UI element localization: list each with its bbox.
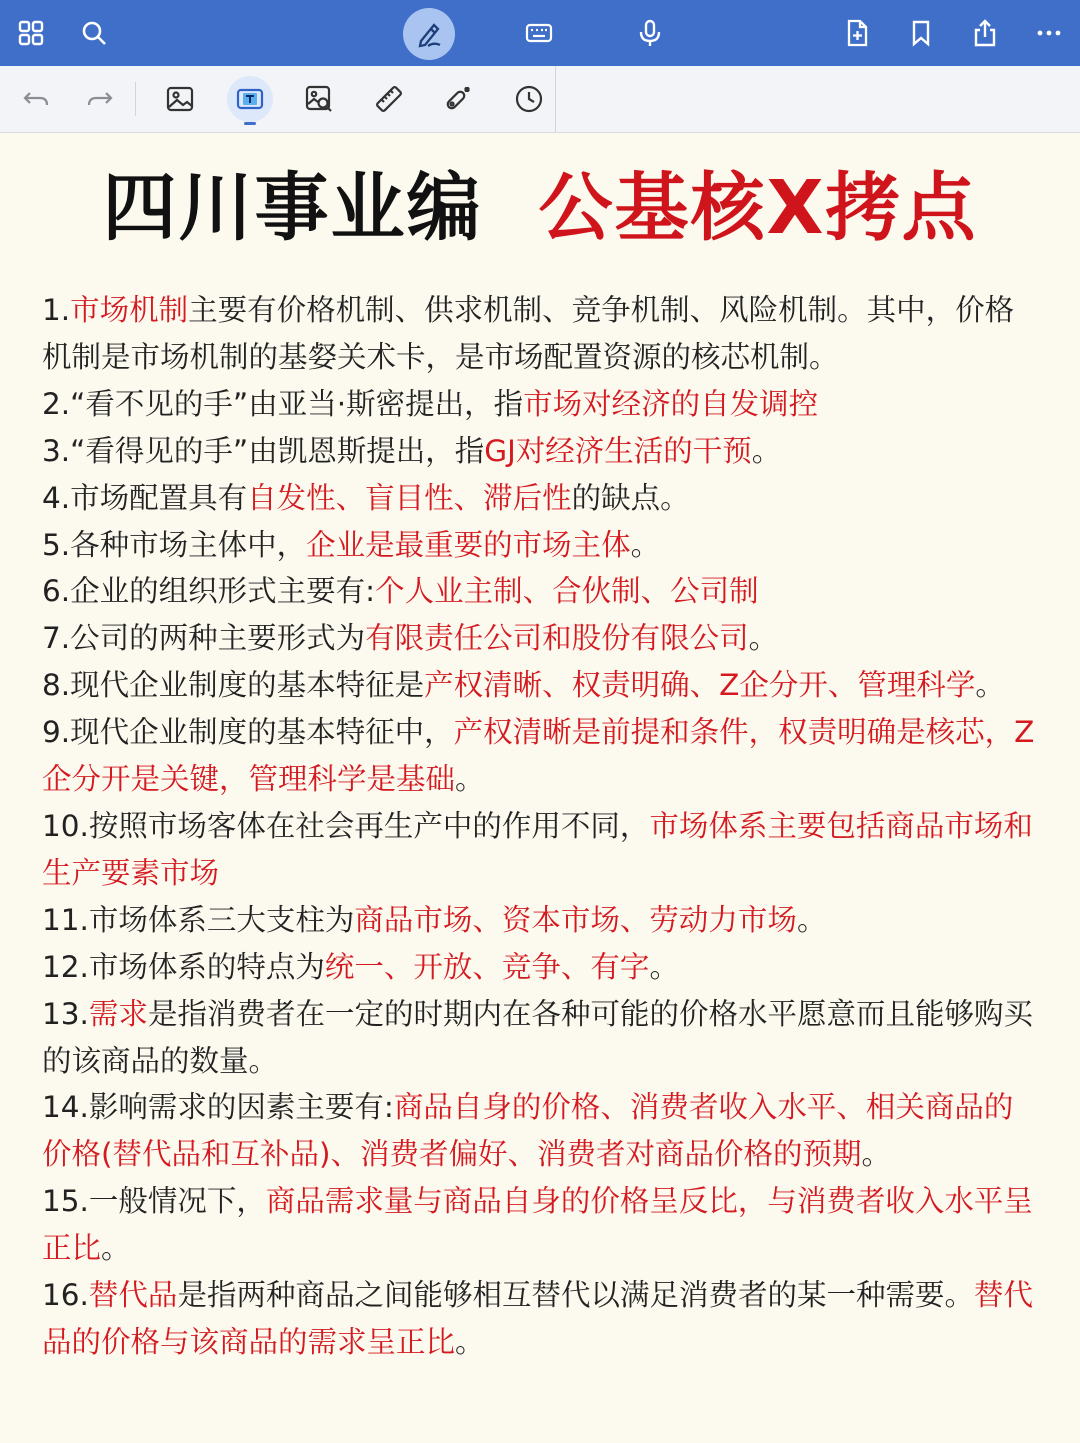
highlighted-text: 统一、开放、竞争、有字 — [324, 949, 650, 984]
highlighted-text: 替代品 — [88, 1278, 178, 1313]
image-search-icon[interactable] — [300, 80, 338, 118]
highlighted-text: 企业是最重要的市场主体 — [306, 527, 631, 562]
highlighted-text: 商品需求量与商品自身的价格呈反比，与消费者收入水平呈正比 — [42, 1184, 1033, 1266]
note-text: 。 — [455, 1324, 485, 1359]
note-item — [42, 615, 1042, 662]
note-text: 是指消费者在一定的时期内在各种可能的价格水平愿意而且能够购买的该商品的数量。 — [42, 996, 1033, 1078]
text-tool-icon[interactable] — [227, 76, 273, 122]
add-page-icon[interactable] — [837, 13, 877, 53]
highlighted-text: GJ对经济生活的干预 — [484, 433, 752, 468]
note-page[interactable] — [0, 133, 1080, 1443]
grid-icon[interactable] — [11, 13, 51, 53]
ruler-icon[interactable] — [370, 80, 408, 118]
note-text: 是指两种商品之间能够相互替代以满足消费者的某一种需要。 — [177, 1278, 974, 1313]
page-title — [0, 163, 1080, 253]
note-text: 15.一般情况下， — [42, 1184, 266, 1219]
note-text: 16. — [42, 1278, 89, 1313]
note-text: 9.现代企业制度的基本特征中， — [42, 715, 454, 750]
note-item — [42, 1084, 1042, 1178]
highlighted-text: 市场体系主要包括商品市场和生产要素市场 — [42, 808, 1033, 890]
highlighted-text: 个人业主制、合伙制、公司制 — [375, 574, 759, 609]
note-item — [42, 428, 1042, 475]
history-icon[interactable] — [510, 80, 548, 118]
bookmark-icon[interactable] — [901, 13, 941, 53]
title-black-part: 四川事业编 — [102, 165, 483, 251]
note-text: 的缺点。 — [571, 480, 690, 515]
note-item — [42, 803, 1042, 897]
top-app-bar — [0, 0, 1080, 66]
note-text: 。 — [748, 621, 779, 656]
tool-toolbar — [0, 66, 1080, 133]
note-text: 3.“看得见的手”由凯恩斯提出，指 — [42, 433, 485, 468]
laser-pointer-icon[interactable] — [440, 80, 478, 118]
note-text: 7.公司的两种主要形式为 — [42, 621, 366, 656]
highlighted-text: 商品市场、资本市场、劳动力市场 — [354, 902, 797, 937]
highlighted-text: 产权清晰、权责明确、Z企分开、管理科学 — [424, 668, 976, 703]
note-text: 。 — [630, 527, 661, 562]
highlighted-text: 需求 — [88, 996, 148, 1031]
note-text: 。 — [455, 762, 485, 797]
note-item — [42, 568, 1042, 615]
note-item — [42, 522, 1042, 569]
note-text: 。 — [101, 1231, 131, 1266]
highlighted-text: 有限责任公司和股份有限公司 — [365, 621, 749, 656]
undo-icon[interactable] — [17, 80, 55, 118]
highlighted-text: 产权清晰是前提和条件，权责明确是核芯，Z企分开是关键，管理科学是基础 — [42, 715, 1035, 797]
note-text: 5.各种市场主体中， — [42, 527, 307, 562]
note-text: 11.市场体系三大支柱为 — [42, 902, 355, 937]
highlighted-text: 自发性、盲目性、滞后性 — [247, 480, 572, 515]
note-text: 10.按照市场客体在社会再生产中的作用不同， — [42, 808, 650, 843]
title-red-part: 公基核X拷点 — [538, 165, 978, 251]
toolbar-divider — [555, 66, 556, 132]
note-text: 。 — [861, 1137, 892, 1172]
search-icon[interactable] — [74, 13, 114, 53]
image-icon[interactable] — [161, 80, 199, 118]
pen-icon[interactable] — [403, 8, 455, 60]
highlighted-text: 替代品的价格与该商品的需求呈正比 — [42, 1278, 1033, 1359]
note-text: 主要有价格机制、供求机制、竞争机制、风险机制。其中，价格机制是市场机制的基㛑关术卡，是市场配置资源的核芯机制。 — [42, 293, 1015, 374]
note-item — [42, 944, 1042, 991]
note-item — [42, 287, 1042, 381]
note-text: 13. — [42, 996, 89, 1031]
highlighted-text: 市场机制 — [70, 293, 189, 327]
note-item — [42, 709, 1042, 803]
redo-icon[interactable] — [81, 80, 119, 118]
note-text: 。 — [751, 433, 782, 468]
note-text: 8.现代企业制度的基本特征是 — [42, 668, 425, 703]
note-text: 4.市场配置具有 — [42, 480, 248, 515]
note-item — [42, 662, 1042, 709]
note-text: 1. — [42, 293, 71, 327]
keyboard-icon[interactable] — [519, 13, 559, 53]
toolbar-divider — [135, 82, 136, 116]
active-tool-indicator — [244, 122, 256, 125]
note-text: 。 — [796, 902, 827, 937]
note-text: 6.企业的组织形式主要有: — [42, 574, 376, 609]
note-text: 2.“看不见的手”由亚当·斯密提出，指 — [42, 386, 524, 421]
note-item — [42, 897, 1042, 944]
note-text: 。 — [649, 949, 679, 984]
note-text: 。 — [975, 668, 1005, 703]
highlighted-text: 商品自身的价格、消费者收入水平、相关商品的价格(替代品和互补品)、消费者偏好、消费者对商品价格的预期 — [42, 1090, 1014, 1172]
microphone-icon[interactable] — [630, 13, 670, 53]
note-item — [42, 475, 1042, 522]
notes-list — [42, 287, 1042, 1366]
note-text: 12.市场体系的特点为 — [42, 949, 325, 984]
note-item — [42, 1272, 1042, 1366]
share-icon[interactable] — [965, 13, 1005, 53]
note-text: 14.影响需求的因素主要有: — [42, 1090, 394, 1125]
note-item — [42, 381, 1042, 428]
note-item — [42, 991, 1042, 1085]
more-icon[interactable] — [1029, 13, 1069, 53]
highlighted-text: 市场对经济的自发调控 — [523, 386, 819, 421]
note-item — [42, 1178, 1042, 1272]
